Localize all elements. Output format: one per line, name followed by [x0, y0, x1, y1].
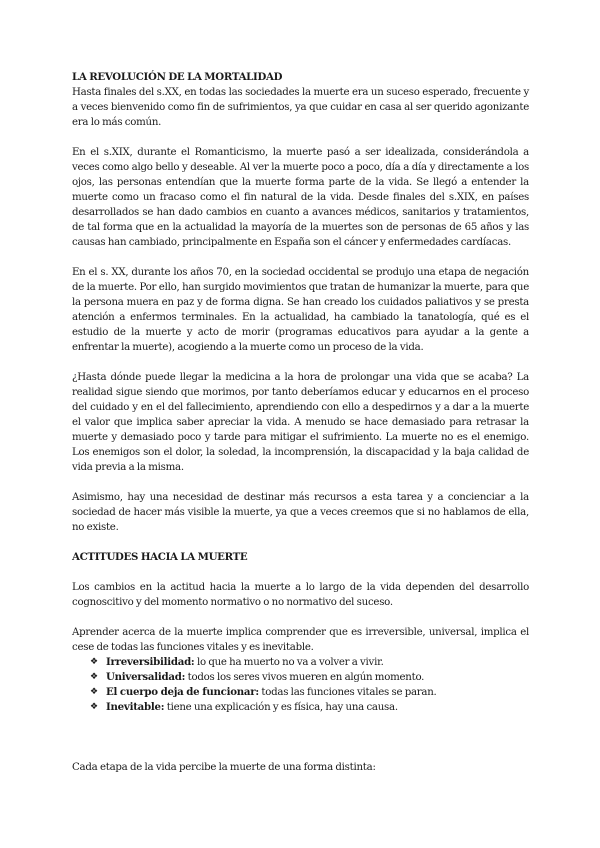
diamond-bullet-icon: ❖: [90, 672, 98, 682]
bullet-text: tiene una explicación y es física, hay una causa.: [164, 702, 398, 713]
bullet-term: Irreversibilidad:: [106, 656, 195, 668]
paragraph-1: Hasta finales del s.XX, en todas las sociedades la muerte era un suceso esperado, frecuente y a veces bienvenido como fin de sufrimientos, ya que cuidar en casa al ser querido agonizante era lo más común.: [72, 87, 529, 128]
list-item: [90, 655, 529, 670]
diamond-bullet-icon: ❖: [90, 687, 98, 697]
list-item: [90, 700, 529, 715]
bullet-list: [72, 655, 529, 715]
paragraph-lead: Aprender acerca de la muerte implica comprender que es irreversible, universal, implica el cese de todas las funciones vitales y es inevitable.: [72, 627, 529, 653]
bullet-term: El cuerpo deja de funcionar:: [106, 686, 259, 698]
bullet-text: todas las funciones vitales se paran.: [258, 687, 437, 698]
diamond-bullet-icon: ❖: [90, 702, 98, 712]
paragraph-4: ¿Hasta dónde puede llegar la medicina a la hora de prolongar una vida que se acaba? La realidad sigue siendo que morimos, por tanto deberíamos educar y educarnos en el proceso del cuidado y en el del fallecimiento, aprendiendo con ello a despedirnos y a dar a la muerte el valor que implica saber apreciar la vida. A menudo se hace demasiado para retrasar la muerte y demasiado poco y tarde para mitigar el sufrimiento. La muerte no es el enemigo. Los enemigos son el dolor, la soledad, la incomprensión, la discapacidad y la baja calidad de vida previa a la misma.: [72, 372, 529, 473]
paragraph-3: En el s. XX, durante los años 70, en la sociedad occidental se produjo una etapa de negación de la muerte. Por ello, han surgido movimientos que tratan de humanizar la muerte, para que la persona muera en paz y de forma digna. Se han creado los cuidados paliativos y se presta atención a enfermos terminales. En la actualidad, ha cambiado la tanatología, qué es el estudio de la muerte y acto de morir (programas educativos para ayudar a la gente a enfrentar la muerte), acogiendo a la muerte como un proceso de la vida.: [72, 267, 529, 353]
closing-line: Cada etapa de la vida percibe la muerte de una forma distinta:: [72, 762, 376, 773]
paragraph-2: En el s.XIX, durante el Romanticismo, la muerte pasó a ser idealizada, considerándola a veces como algo bello y deseable. Al ver la muerte poco a poco, día a día y directamente a los ojos, las personas entendían que la muerte forma parte de la vida. Se llegó a entender la muerte como un fracaso como el fin natural de la vida. Desde finales del s.XIX, en países desarrollados se han dado cambios en cuanto a avances médicos, sanitarios y tratamientos, de tal forma que en la actualidad la mayoría de la muertes son de personas de 65 años y las causas han cambiado, principalmente en España son el cáncer y enfermedades cardíacas.: [72, 147, 529, 248]
bullet-term: Universalidad:: [106, 671, 186, 683]
list-item: [90, 685, 529, 700]
document-page: [72, 70, 529, 775]
diamond-bullet-icon: ❖: [90, 657, 98, 667]
bullet-text: lo que ha muerto no va a volver a vivir.: [194, 657, 384, 668]
list-item: [90, 670, 529, 685]
paragraph-intro: Los cambios en la actitud hacia la muerte a lo largo de la vida dependen del desarrollo cognoscitivo y del momento normativo o no normativo del suceso.: [72, 582, 529, 608]
section-heading-actitudes: ACTITUDES HACIA LA MUERTE: [72, 551, 248, 563]
section-heading-mortalidad: LA REVOLUCIÓN DE LA MORTALIDAD: [72, 71, 283, 83]
bullet-text: todos los seres vivos mueren en algún momento.: [185, 672, 425, 683]
paragraph-5: Asimismo, hay una necesidad de destinar más recursos a esta tarea y a concienciar a la sociedad de hacer más visible la muerte, ya que a veces creemos que si no hablamos de ella, no existe.: [72, 492, 529, 533]
bullet-term: Inevitable:: [106, 701, 165, 713]
